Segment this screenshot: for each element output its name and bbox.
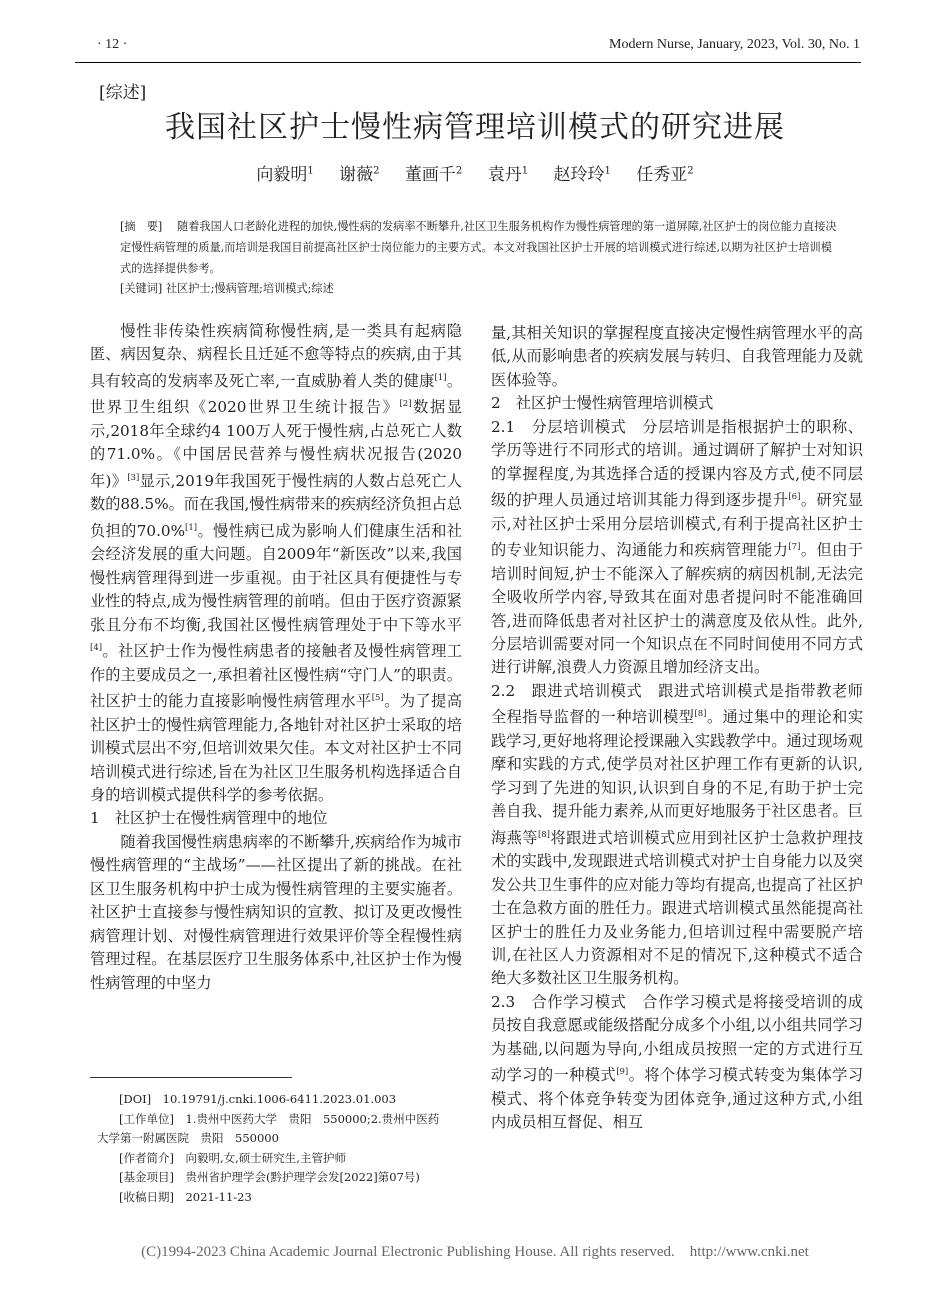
- citation[interactable]: [9]: [616, 1067, 629, 1078]
- abstract: [120, 216, 840, 279]
- work-unit-cont: 大学第一附属医院 贵阳 550000: [97, 1131, 279, 1145]
- section-heading-2: 2 社区护士慢性病管理培训模式: [491, 394, 714, 413]
- abstract-label: [摘 要]: [120, 220, 163, 233]
- fund-project: [基金项目] 贵州省护理学会(黔护理学会发[2022]第07号): [119, 1170, 420, 1184]
- subsection-2-1: 2.1 分层培训模式 分层培训是指根据护士的职称、学历等进行不同形式的培训。通过调研了解护士对知识的掌握程度,为其选择合适的授课内容及方式,使不同层级的护理人员通过培训其能力得到逐步提升[6]。研究显示,对社区护士采用分层培训模式,有利于提高社区护士的专业知识能力、沟通能力和疾病管理能力[7]。但由于培训时间短,护士不能深入了解疾病的病因机制,无法完全吸收所学内容,导致其在面对患者提问时不能准确回答,进而降低患者对社区护士的满意度及依从性。此外,分层培训需要对同一个知识点在不同时间使用不同方式进行讲解,浪费人力资源且增加经济支出。: [491, 417, 864, 677]
- footnotes: [97, 1090, 459, 1207]
- left-column: [90, 320, 462, 995]
- keywords: [120, 280, 334, 296]
- right-column: [491, 322, 863, 1135]
- author-bio: [作者简介] 向毅明,女,硕士研究生,主管护师: [119, 1150, 346, 1165]
- header-rule: [75, 62, 861, 63]
- author: 谢薇$^2$: [339, 165, 380, 185]
- author: 董画千$^2$: [404, 165, 463, 185]
- author-list: [0, 160, 950, 185]
- citation[interactable]: [8]: [537, 829, 550, 840]
- author: 赵玲玲$^1$: [553, 165, 611, 185]
- citation[interactable]: [8]: [694, 709, 707, 720]
- section-heading-1: 1 社区护士在慢性病管理中的地位: [90, 809, 328, 828]
- citation[interactable]: [7]: [788, 542, 801, 553]
- citation[interactable]: [1]: [434, 372, 447, 383]
- keywords-label: [关键词]: [120, 282, 163, 295]
- footnote-rule: [90, 1077, 292, 1078]
- author: 任秀亚$^2$: [636, 165, 694, 185]
- citation[interactable]: [1]: [185, 522, 198, 533]
- section1-paragraph: 随着我国慢性病患病率的不断攀升,疾病给作为城市慢性病管理的“主战场”——社区提出了新的挑战。在社区卫生服务机构中护士成为慢性病管理的主要实施者。社区护士直接参与慢性病知识的宣教、拟订及更改慢性病管理计划、对慢性病管理进行效果评价等全程慢性病管理过程。在基层医疗卫生服务体系中,社区护士作为慢性病管理的中坚力: [90, 832, 462, 992]
- doi[interactable]: [DOI] 10.19791/j.cnki.1006-6411.2023.01.003: [119, 1092, 397, 1106]
- citation[interactable]: [5]: [371, 693, 384, 704]
- received-date: [收稿日期] 2021-11-23: [119, 1189, 252, 1204]
- work-unit: [工作单位] 1.贵州中医药大学 贵阳 550000;2.贵州中医药: [119, 1111, 440, 1126]
- page-number: · 12 ·: [97, 37, 128, 52]
- citation[interactable]: [3]: [127, 472, 140, 483]
- copyright-footer: (C)1994-2023 China Academic Journal Electronic Publishing House. All rights reserved. http://www.cnki.net: [141, 1244, 809, 1260]
- subsection-2-3: 2.3 合作学习模式 合作学习模式是将接受培训的成员按自我意愿或能级搭配分成多个小组,以小组共同学习为基础,以问题为导向,小组成员按照一定的方式进行互动学习的一种模式[9]。将个体学习模式转变为集体学习模式、将个体竞争转变为团体竞争,通过这种方式,小组内成员相互督促、相互: [491, 992, 864, 1132]
- subsection-2-2: 2.2 跟进式培训模式 跟进式培训模式是指带教老师全程指导监督的一种培训模型[8]。通过集中的理论和实践学习,更好地将理论授课融入实践教学中。通过现场观摩和实践的方式,使学员对社区护理工作有更新的认识,学习到了先进的知识,认识到自身的不足,有助于护士完善自我、提升能力素养,从而更好地服务于社区患者。巨海燕等[8]将跟进式培训模式应用到社区护士急救护理技术的实践中,发现跟进式培训模式对护士自身能力以及突发公共卫生事件的应对能力等均有提高,也提高了社区护士在急救方面的胜任力。跟进式培训模式虽然能提高社区护士的胜任力及业务能力,但培训过程中需要脱产培训,在社区人力资源相对不足的情况下,这种模式不适合绝大多数社区卫生服务机构。: [491, 681, 864, 988]
- author: 袁丹$^1$: [487, 165, 529, 185]
- keywords-text: 社区护士;慢病管理;培训模式;综述: [165, 282, 334, 295]
- subsection-heading: 2.1 分层培训模式: [491, 417, 643, 436]
- citation[interactable]: [2]: [399, 399, 412, 410]
- citation[interactable]: [4]: [90, 643, 103, 654]
- journal-info: Modern Nurse, January, 2023, Vol. 30, No. 1: [609, 37, 860, 52]
- author: 向毅明$^1$: [256, 165, 314, 185]
- article-type-tag: [综述]: [99, 83, 147, 103]
- article-title: 我国社区护士慢性病管理培训模式的研究进展: [165, 110, 785, 145]
- abstract-text: 随着我国人口老龄化进程的加快,慢性病的发病率不断攀升,社区卫生服务机构作为慢性病管理的第一道屏障,社区护士的岗位能力直接决定慢性病管理的质量,而培训是我国目前提高社区护士岗位能力的主要方式。本文对我国社区护士开展的培训模式进行综述,以期为社区护士培训模式的选择提供参考。: [120, 220, 837, 275]
- citation[interactable]: [6]: [788, 492, 801, 503]
- intro-paragraph: 慢性非传染性疾病简称慢性病,是一类具有起病隐匿、病因复杂、病程长且迁延不愈等特点的疾病,由于其具有较高的发病率及死亡率,一直威胁着人类的健康[1]。世界卫生组织《2020世界卫生统计报告》[2]数据显示,2018年全球约4 100万人死于慢性病,占总死亡人数的71.0%。《中国居民营养与慢性病状况报告(2020年)》[3]显示,2019年我国死于慢性病的人数占总死亡人数的88.5%。而在我国,慢性病带来的疾病经济负担占总负担的70.0%[1]。慢性病已成为影响人们健康生活和社会经济发展的重大问题。自2009年“新医改”以来,我国慢性病管理得到进一步重视。由于社区具有便捷性与专业性的特点,成为慢性病管理的前哨。但由于医疗资源紧张且分布不均衡,我国社区慢性病管理处于中下等水平[4]。社区护士作为慢性病患者的接触者及慢性病管理工作的主要成员之一,承担着社区慢性病“守门人”的职责。社区护士的能力直接影响慢性病管理水平[5]。为了提高社区护士的慢性病管理能力,各地针对社区护士采取的培训模式层出不穷,但培训效果欠佳。本文对社区护士不同培训模式进行综述,旨在为社区卫生服务机构选择适合自身的培训模式提供科学的参考依据。: [90, 322, 463, 804]
- subsection-heading: 2.3 合作学习模式: [491, 992, 643, 1011]
- subsection-heading: 2.2 跟进式培训模式: [491, 681, 659, 700]
- continued-paragraph: 量,其相关知识的掌握程度直接决定慢性病管理水平的高低,从而影响患者的疾病发展与转归、自我管理能力及就医体验等。: [491, 324, 863, 389]
